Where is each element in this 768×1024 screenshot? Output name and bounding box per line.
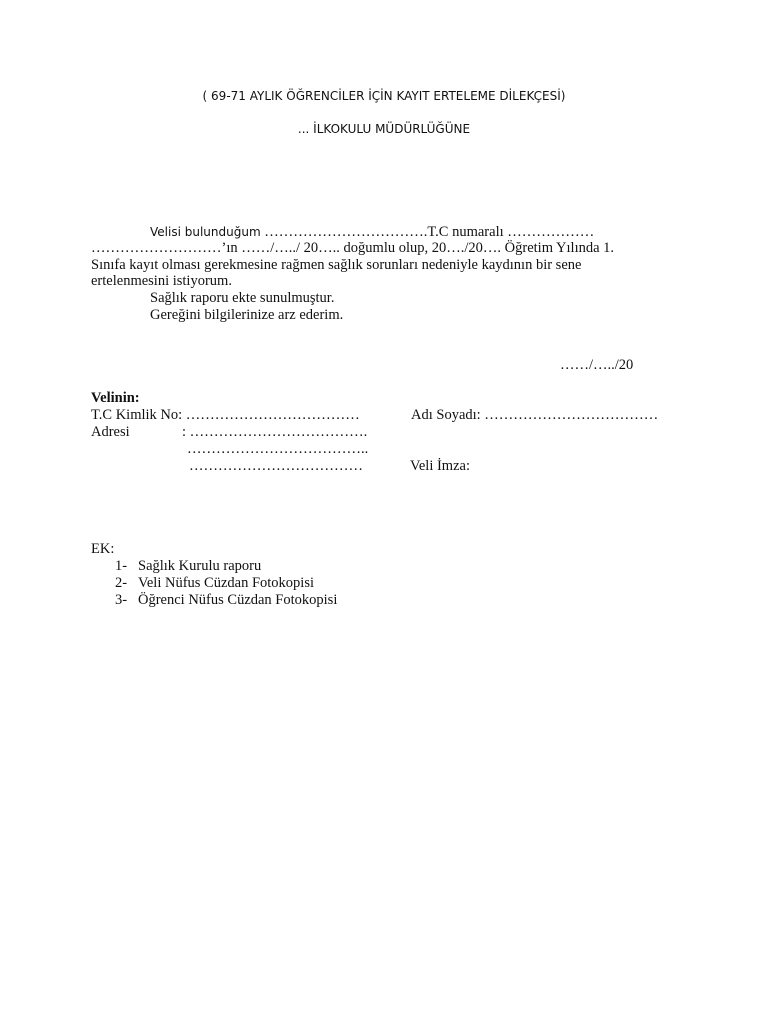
date-field: ……/…../20 <box>560 357 634 373</box>
attachments-heading: EK: <box>91 541 115 557</box>
signature-label: Veli İmza: <box>410 458 470 474</box>
name-field: Adı Soyadı: ……………………………… <box>411 407 659 423</box>
body-line-4: ertelenmesini istiyorum. <box>91 273 232 289</box>
address-line-2: ……………………………….. <box>187 441 369 457</box>
attachment-text: Öğrenci Nüfus Cüzdan Fotokopisi <box>138 592 338 608</box>
body-line-1-intro: Velisi bulunduğum <box>150 225 261 239</box>
address-label: Adresi <box>91 424 130 440</box>
body-line-1-rest: …………………………….T.C numaralı ……………… <box>260 224 595 240</box>
body-line-2: ………………………’ın ……/…../ 20….. doğumlu olup, 20…./20…. Öğretim Yılında 1. <box>91 240 615 256</box>
address-line-1: : ………………………………. <box>182 424 368 440</box>
tc-number-field: T.C Kimlik No: ……………………………… <box>91 407 360 423</box>
body-line-6: Gereğini bilgilerinize arz ederim. <box>150 307 344 323</box>
body-line-1 <box>150 223 594 241</box>
attachment-number: 1- <box>115 558 128 574</box>
body-line-3: Sınıfa kayıt olması gerekmesine rağmen sağlık sorunları nedeniyle kaydının bir sene <box>91 257 582 273</box>
guardian-heading: Velinin: <box>91 390 140 406</box>
attachment-number: 2- <box>115 575 128 591</box>
attachment-text: Sağlık Kurulu raporu <box>138 558 262 574</box>
attachment-text: Veli Nüfus Cüzdan Fotokopisi <box>138 575 315 591</box>
body-line-5: Sağlık raporu ekte sunulmuştur. <box>150 290 335 306</box>
document-title: ( 69-71 AYLIK ÖĞRENCİLER İÇİN KAYIT ERTELEME DİLEKÇESİ) <box>202 89 566 103</box>
attachment-number: 3- <box>115 592 128 608</box>
addressee: ... İLKOKULU MÜDÜRLÜĞÜNE <box>297 122 471 136</box>
address-line-3: ……………………………… <box>189 458 363 474</box>
